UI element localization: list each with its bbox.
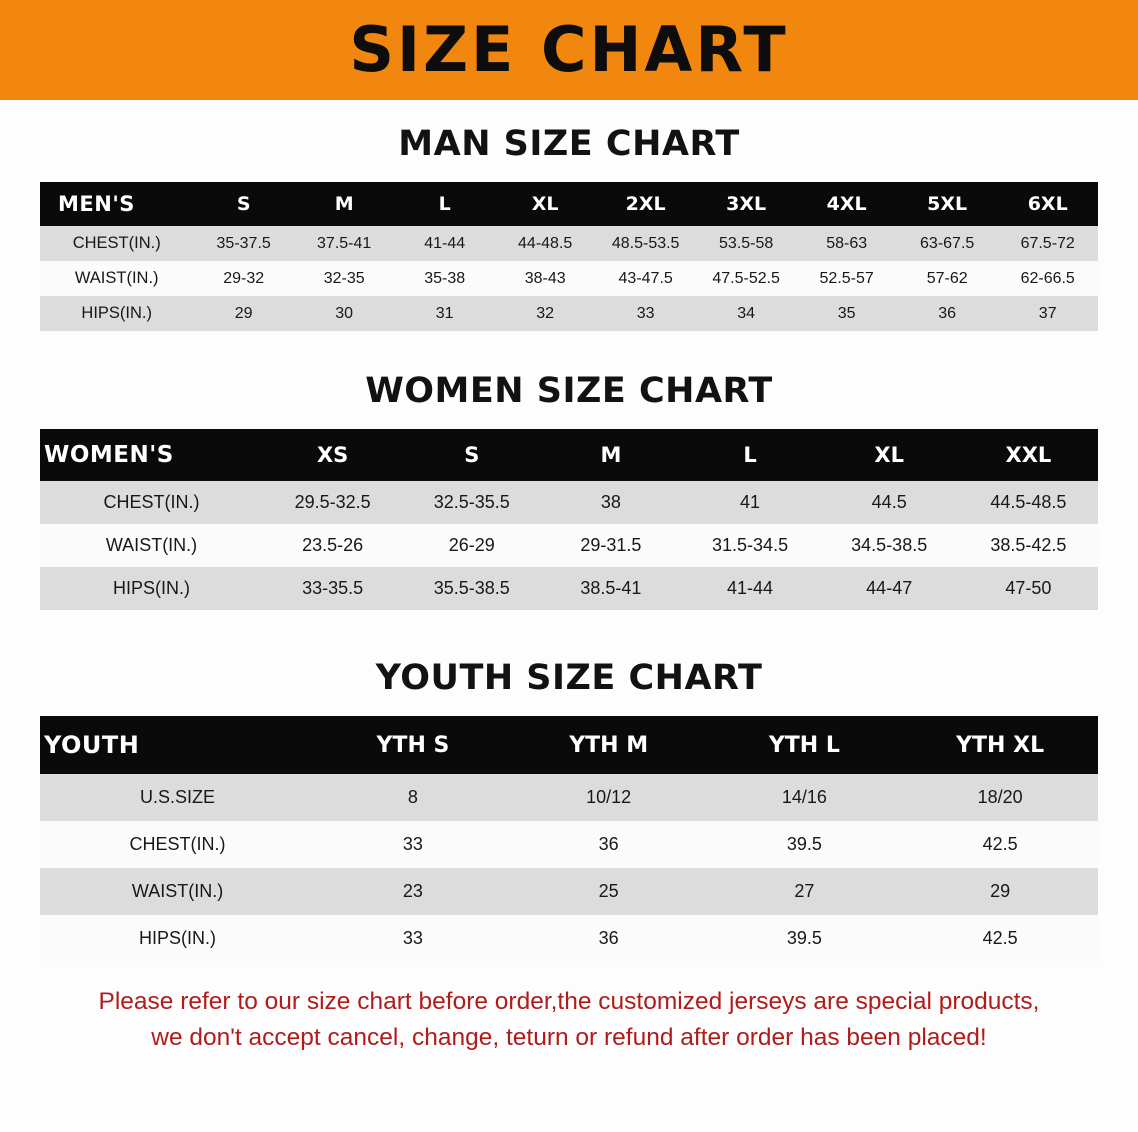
column-header: L bbox=[394, 182, 495, 226]
cell: 38.5-42.5 bbox=[959, 524, 1098, 567]
cell: 29 bbox=[902, 868, 1098, 915]
table-row bbox=[40, 774, 1098, 821]
cell: 38-43 bbox=[495, 261, 596, 296]
cell: 67.5-72 bbox=[997, 226, 1098, 261]
cell: 35 bbox=[796, 296, 897, 331]
cell: 62-66.5 bbox=[997, 261, 1098, 296]
column-header: M bbox=[541, 429, 680, 481]
table-row bbox=[40, 296, 1098, 331]
cell: 39.5 bbox=[707, 821, 903, 868]
cell: 32.5-35.5 bbox=[402, 481, 541, 524]
disclaimer-line-1: Please refer to our size chart before order,the customized jerseys are special products, bbox=[98, 988, 1040, 1015]
column-header: YTH XL bbox=[902, 716, 1098, 774]
disclaimer-line-2: we don't accept cancel, change, teturn or refund after order has been placed! bbox=[151, 1023, 987, 1051]
row-label: U.S.SIZE bbox=[40, 774, 315, 821]
cell: 23 bbox=[315, 868, 511, 915]
column-header: 5XL bbox=[897, 182, 998, 226]
man-table-wrap bbox=[0, 182, 1138, 331]
cell: 57-62 bbox=[897, 261, 998, 296]
column-header: YTH L bbox=[707, 716, 903, 774]
row-label: HIPS(IN.) bbox=[40, 915, 315, 962]
table-row bbox=[40, 821, 1098, 868]
women-size-table bbox=[40, 429, 1098, 610]
cell: 10/12 bbox=[511, 774, 707, 821]
cell: 36 bbox=[511, 915, 707, 962]
cell: 36 bbox=[897, 296, 998, 331]
cell: 35-38 bbox=[394, 261, 495, 296]
cell: 41 bbox=[680, 481, 819, 524]
row-label: WAIST(IN.) bbox=[40, 868, 315, 915]
column-header: 2XL bbox=[595, 182, 696, 226]
youth-section-title: YOUTH SIZE CHART bbox=[375, 658, 763, 698]
cell: 36 bbox=[511, 821, 707, 868]
table-row bbox=[40, 226, 1098, 261]
cell: 14/16 bbox=[707, 774, 903, 821]
cell: 29-31.5 bbox=[541, 524, 680, 567]
cell: 47-50 bbox=[959, 567, 1098, 610]
cell: 41-44 bbox=[394, 226, 495, 261]
cell: 37 bbox=[997, 296, 1098, 331]
table-row bbox=[40, 915, 1098, 962]
table-row bbox=[40, 481, 1098, 524]
column-header: 3XL bbox=[696, 182, 797, 226]
column-header: MEN'S bbox=[40, 182, 193, 226]
column-header: YOUTH bbox=[40, 716, 315, 774]
cell: 44-48.5 bbox=[495, 226, 596, 261]
cell: 41-44 bbox=[680, 567, 819, 610]
man-section-title: MAN SIZE CHART bbox=[398, 124, 740, 164]
column-header: WOMEN'S bbox=[40, 429, 263, 481]
cell: 33 bbox=[315, 821, 511, 868]
cell: 29 bbox=[193, 296, 294, 331]
cell: 63-67.5 bbox=[897, 226, 998, 261]
cell: 27 bbox=[707, 868, 903, 915]
cell: 33 bbox=[595, 296, 696, 331]
column-header: 6XL bbox=[997, 182, 1098, 226]
youth-table-wrap bbox=[0, 716, 1138, 962]
cell: 31.5-34.5 bbox=[680, 524, 819, 567]
column-header: S bbox=[193, 182, 294, 226]
column-header: M bbox=[294, 182, 395, 226]
cell: 44.5-48.5 bbox=[959, 481, 1098, 524]
cell: 18/20 bbox=[902, 774, 1098, 821]
cell: 29-32 bbox=[193, 261, 294, 296]
table-row bbox=[40, 868, 1098, 915]
cell: 31 bbox=[394, 296, 495, 331]
row-label: CHEST(IN.) bbox=[40, 821, 315, 868]
table-header-row bbox=[40, 429, 1098, 481]
cell: 38.5-41 bbox=[541, 567, 680, 610]
cell: 34 bbox=[696, 296, 797, 331]
row-label: WAIST(IN.) bbox=[40, 261, 193, 296]
table-header-row bbox=[40, 182, 1098, 226]
cell: 34.5-38.5 bbox=[820, 524, 959, 567]
cell: 44-47 bbox=[820, 567, 959, 610]
cell: 25 bbox=[511, 868, 707, 915]
row-label: HIPS(IN.) bbox=[40, 567, 263, 610]
youth-size-table bbox=[40, 716, 1098, 962]
row-label: HIPS(IN.) bbox=[40, 296, 193, 331]
cell: 39.5 bbox=[707, 915, 903, 962]
women-section-title: WOMEN SIZE CHART bbox=[365, 371, 773, 411]
disclaimer-note bbox=[0, 984, 1138, 1055]
cell: 42.5 bbox=[902, 821, 1098, 868]
cell: 35.5-38.5 bbox=[402, 567, 541, 610]
cell: 29.5-32.5 bbox=[263, 481, 402, 524]
table-row bbox=[40, 524, 1098, 567]
cell: 44.5 bbox=[820, 481, 959, 524]
cell: 48.5-53.5 bbox=[595, 226, 696, 261]
column-header: L bbox=[680, 429, 819, 481]
table-row bbox=[40, 261, 1098, 296]
man-size-table bbox=[40, 182, 1098, 331]
cell: 30 bbox=[294, 296, 395, 331]
cell: 37.5-41 bbox=[294, 226, 395, 261]
cell: 33 bbox=[315, 915, 511, 962]
column-header: XL bbox=[495, 182, 596, 226]
cell: 58-63 bbox=[796, 226, 897, 261]
cell: 47.5-52.5 bbox=[696, 261, 797, 296]
cell: 33-35.5 bbox=[263, 567, 402, 610]
column-header: 4XL bbox=[796, 182, 897, 226]
table-header-row bbox=[40, 716, 1098, 774]
cell: 35-37.5 bbox=[193, 226, 294, 261]
women-table-wrap bbox=[0, 429, 1138, 610]
cell: 53.5-58 bbox=[696, 226, 797, 261]
cell: 43-47.5 bbox=[595, 261, 696, 296]
column-header: XS bbox=[263, 429, 402, 481]
column-header: YTH S bbox=[315, 716, 511, 774]
column-header: S bbox=[402, 429, 541, 481]
cell: 38 bbox=[541, 481, 680, 524]
page-title: SIZE CHART bbox=[349, 13, 789, 86]
row-label: CHEST(IN.) bbox=[40, 226, 193, 261]
column-header: YTH M bbox=[511, 716, 707, 774]
cell: 26-29 bbox=[402, 524, 541, 567]
cell: 8 bbox=[315, 774, 511, 821]
row-label: CHEST(IN.) bbox=[40, 481, 263, 524]
table-row bbox=[40, 567, 1098, 610]
row-label: WAIST(IN.) bbox=[40, 524, 263, 567]
column-header: XXL bbox=[959, 429, 1098, 481]
header-banner bbox=[0, 0, 1138, 100]
cell: 32-35 bbox=[294, 261, 395, 296]
cell: 23.5-26 bbox=[263, 524, 402, 567]
cell: 42.5 bbox=[902, 915, 1098, 962]
cell: 52.5-57 bbox=[796, 261, 897, 296]
column-header: XL bbox=[820, 429, 959, 481]
cell: 32 bbox=[495, 296, 596, 331]
